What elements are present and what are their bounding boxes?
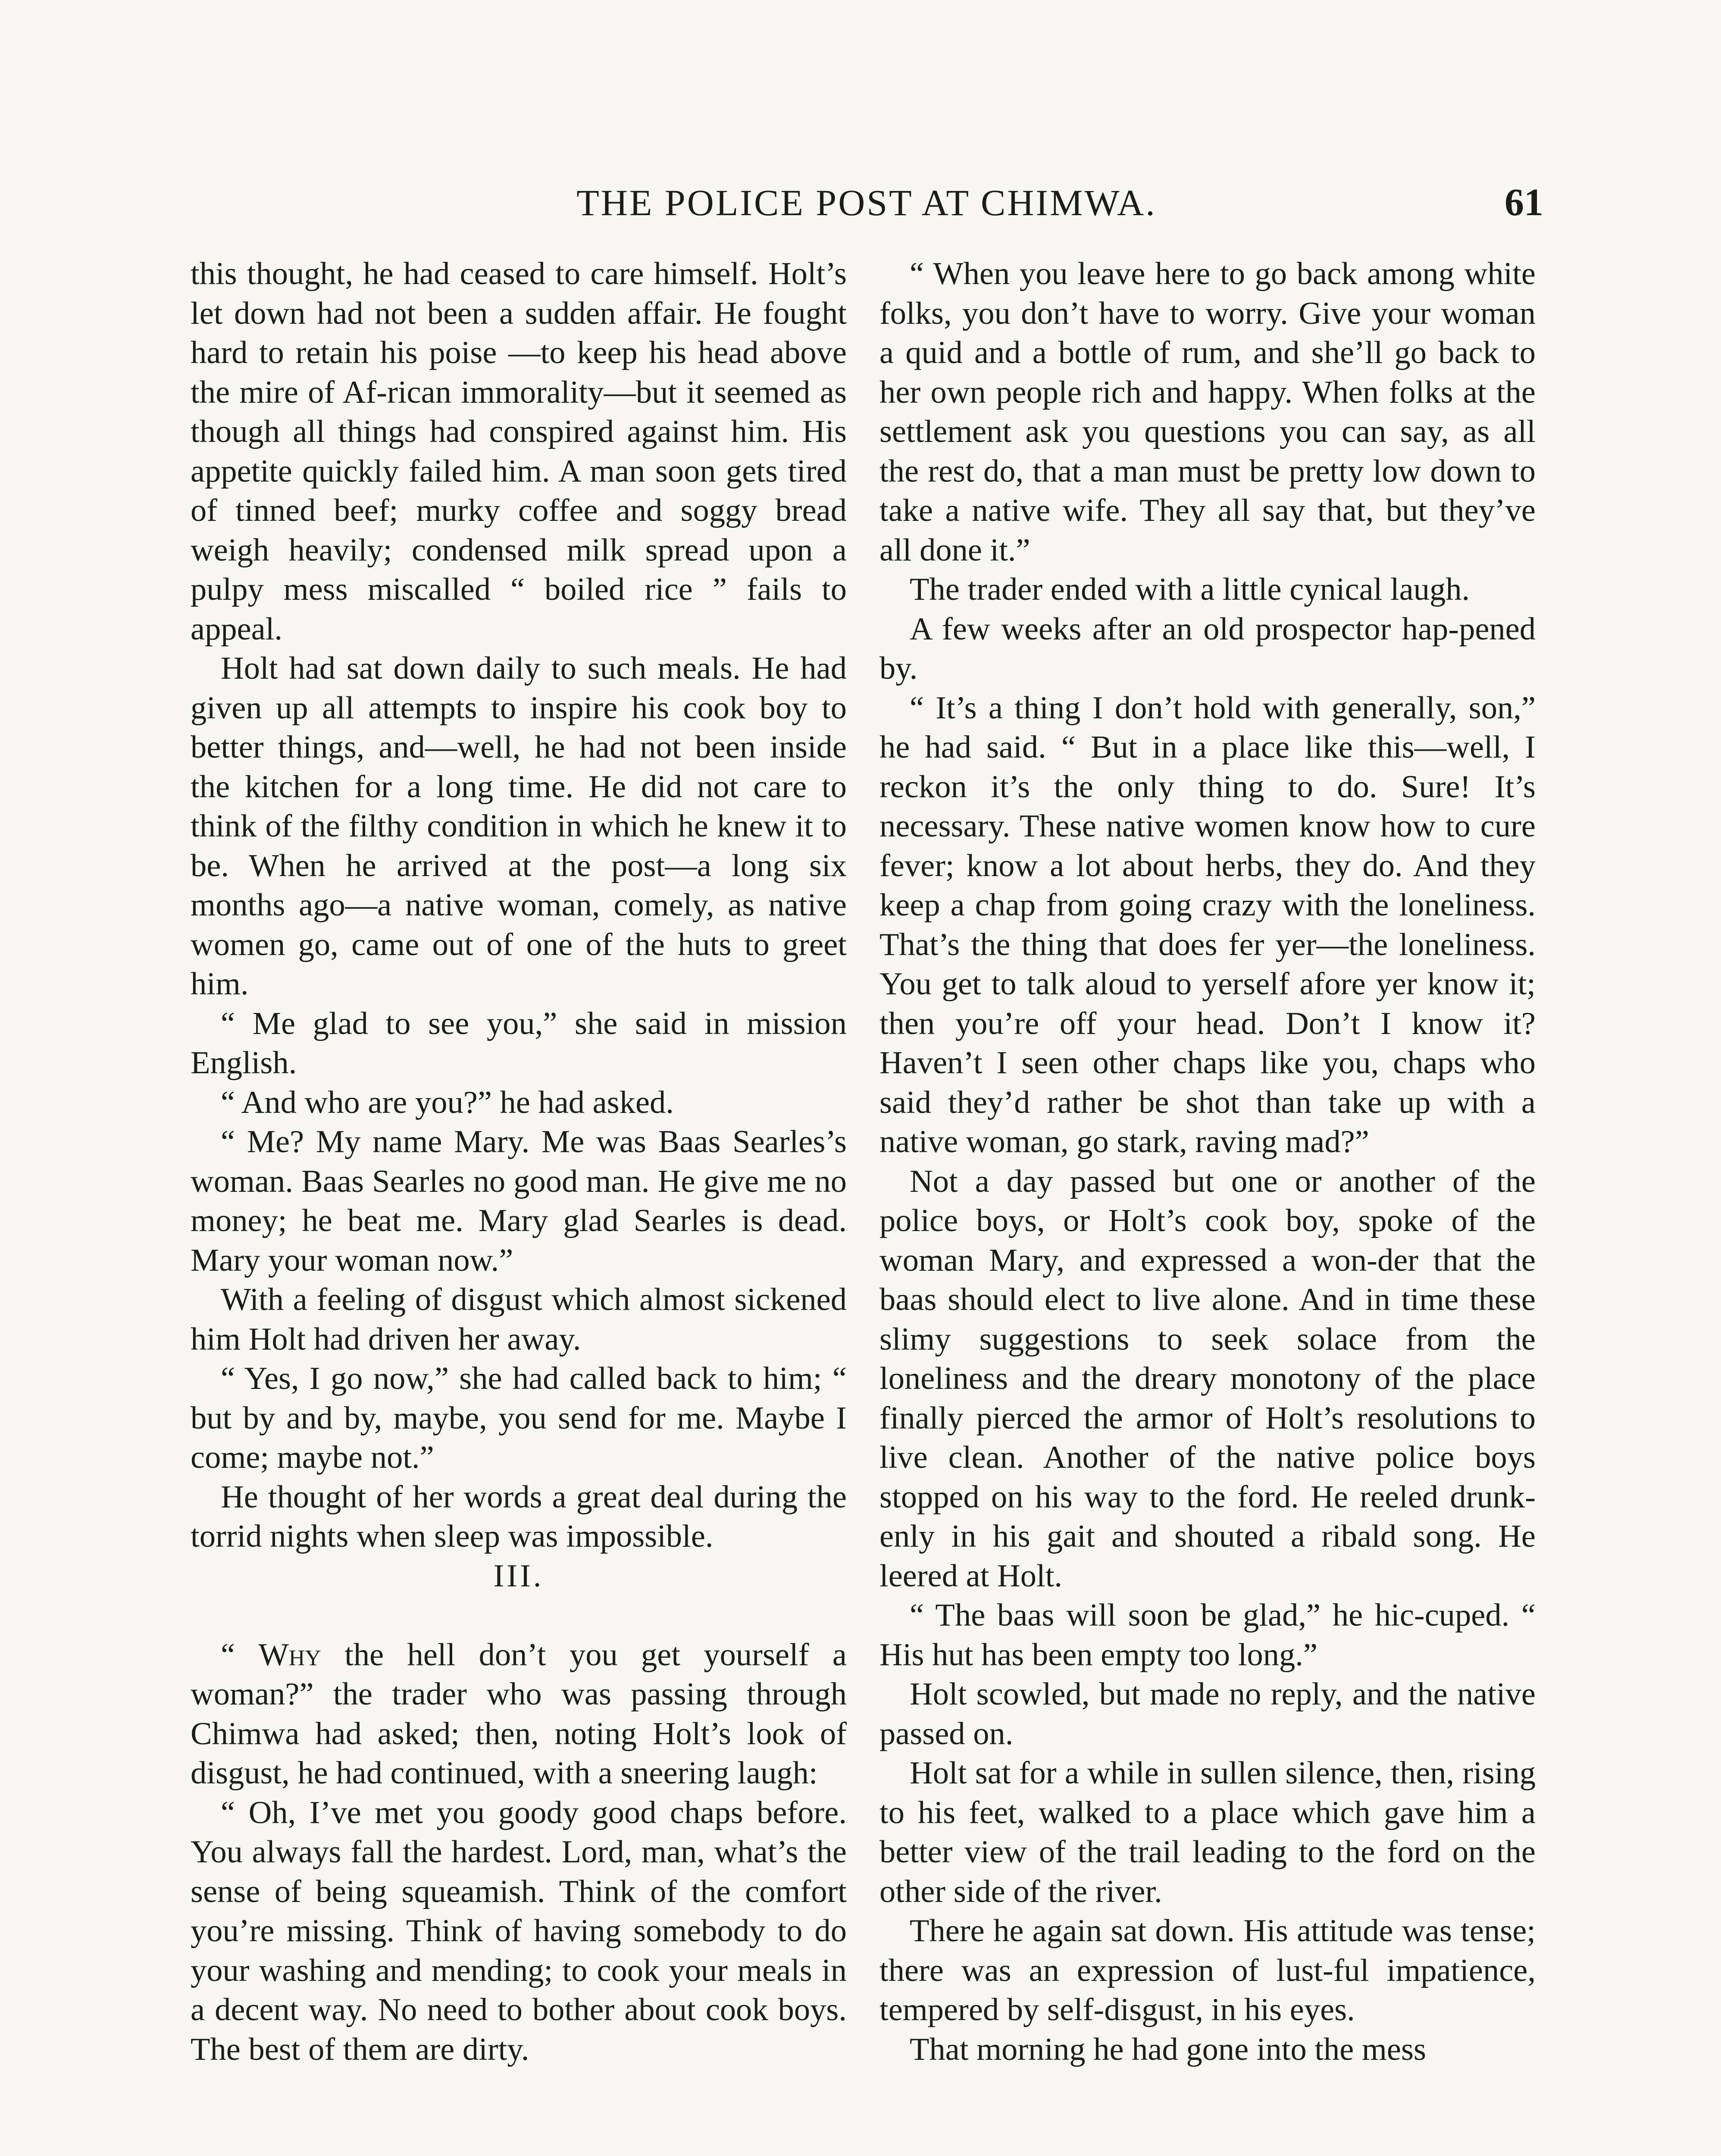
smallcaps-lead: Why	[258, 1637, 321, 1673]
paragraph: this thought, he had ceased to care himself. Holt’s let down had not been a sudden affair. He fought hard to retain his poise —to keep his head above the mire of Af-rican immorality—but it seemed as though all things had conspired against him. His appetite quickly failed him. A man soon gets tired of tinned beef; murky coffee and soggy bread weigh heavily; condensed milk spread upon a pulpy mess miscalled “ boiled rice ” fails to appeal.	[191, 256, 847, 647]
paragraph: Holt scowled, but made no reply, and the native passed on.	[879, 1677, 1536, 1752]
paragraph: There he again sat down. His attitude was tense; there was an expression of lust-ful impatience, tempered by self-disgust, in his eyes.	[879, 1913, 1536, 2028]
right-column	[879, 254, 1536, 2069]
running-title: THE POLICE POST AT CHIMWA.	[576, 182, 1157, 223]
paragraph: A few weeks after an old prospector hap-pened by.	[879, 611, 1536, 686]
paragraph: With a feeling of disgust which almost sickened him Holt had driven her away.	[191, 1282, 847, 1357]
paragraph	[191, 1636, 847, 1793]
paragraph: “ Me glad to see you,” she said in mission English.	[191, 1006, 847, 1081]
paragraph: Holt sat for a while in sullen silence, then, rising to his feet, walked to a place which gave him a better view of the trail leading to the ford on the other side of the river.	[879, 1755, 1536, 1909]
paragraph: “ When you leave here to go back among white folks, you don’t have to worry. Give your woman a quid and a bottle of rum, and she’ll go back to her own people rich and happy. When folks at the settlement ask you questions you can say, as all the rest do, that a man must be pretty low down to take a native wife. They all say that, but they’ve all done it.”	[879, 256, 1536, 568]
paragraph-text: the hell don’t you get yourself a woman?” the trader who was passing through Chimwa had asked; then, noting Holt’s look of disgust, he had continued, with a sneering laugh:	[191, 1637, 847, 1791]
paragraph: Holt had sat down daily to such meals. He had given up all attempts to inspire his cook boy to better things, and—well, he had not been inside the kitchen for a long time. He did not care to think of the filthy condition in which he knew it to be. When he arrived at the post—a long six months ago—a native woman, comely, as native women go, came out of one of the huts to greet him.	[191, 651, 847, 1002]
paragraph: “ Yes, I go now,” she had called back to him; “ but by and by, maybe, you send for me. Maybe I come; maybe not.”	[191, 1361, 847, 1475]
opening-quote: “	[221, 1637, 259, 1673]
paragraph: He thought of her words a great deal during the torrid nights when sleep was impossible.	[191, 1479, 847, 1554]
paragraph: “ And who are you?” he had asked.	[221, 1084, 674, 1120]
paragraph: “ Me? My name Mary. Me was Baas Searles’s woman. Baas Searles no good man. He give me no money; he beat me. Mary glad Searles is dead. Mary your woman now.”	[191, 1124, 847, 1278]
left-column	[191, 254, 847, 2069]
paragraph: That morning he had gone into the mess	[910, 2031, 1426, 2067]
page-header	[190, 170, 1543, 235]
paragraph: “ It’s a thing I don’t hold with generally, son,” he had said. “ But in a place like this—well, I reckon it’s the only thing to do. Sure! It’s necessary. These native women know how to cure fever; know a lot about herbs, they do. And they keep a chap from going crazy with the loneliness. That’s the thing that does fer yer—the loneliness. You get to talk aloud to yerself afore yer know it; then you’re off your head. Don’t I know it? Haven’t I seen other chaps like you, chaps who said they’d rather be shot than take up with a native woman, go stark, raving mad?”	[879, 690, 1536, 1159]
paragraph: The trader ended with a little cynical laugh.	[910, 572, 1470, 607]
paragraph: “ The baas will soon be glad,” he hic-cuped. “ His hut has been empty too long.”	[879, 1598, 1536, 1673]
section-heading: III.	[493, 1558, 544, 1594]
paragraph: Not a day passed but one or another of the police boys, or Holt’s cook boy, spoke of the woman Mary, and expressed a won-der that the baas should elect to live alone. And in time these slimy suggestions to seek solace from the loneliness and the dreary monotony of the place finally pierced the armor of Holt’s resolutions to live clean. Another of the native police boys stopped on his way to the ford. He reeled drunk-enly in his gait and shouted a ribald song. He leered at Holt.	[879, 1163, 1536, 1594]
paragraph: “ Oh, I’ve met you goody good chaps before. You always fall the hardest. Lord, man, what’s the sense of being squeamish. Think of the comfort you’re missing. Think of having somebody to do your washing and mending; to cook your meals in a decent way. No need to bother about cook boys. The best of them are dirty.	[191, 1795, 847, 2067]
page-number: 61	[1505, 181, 1543, 224]
